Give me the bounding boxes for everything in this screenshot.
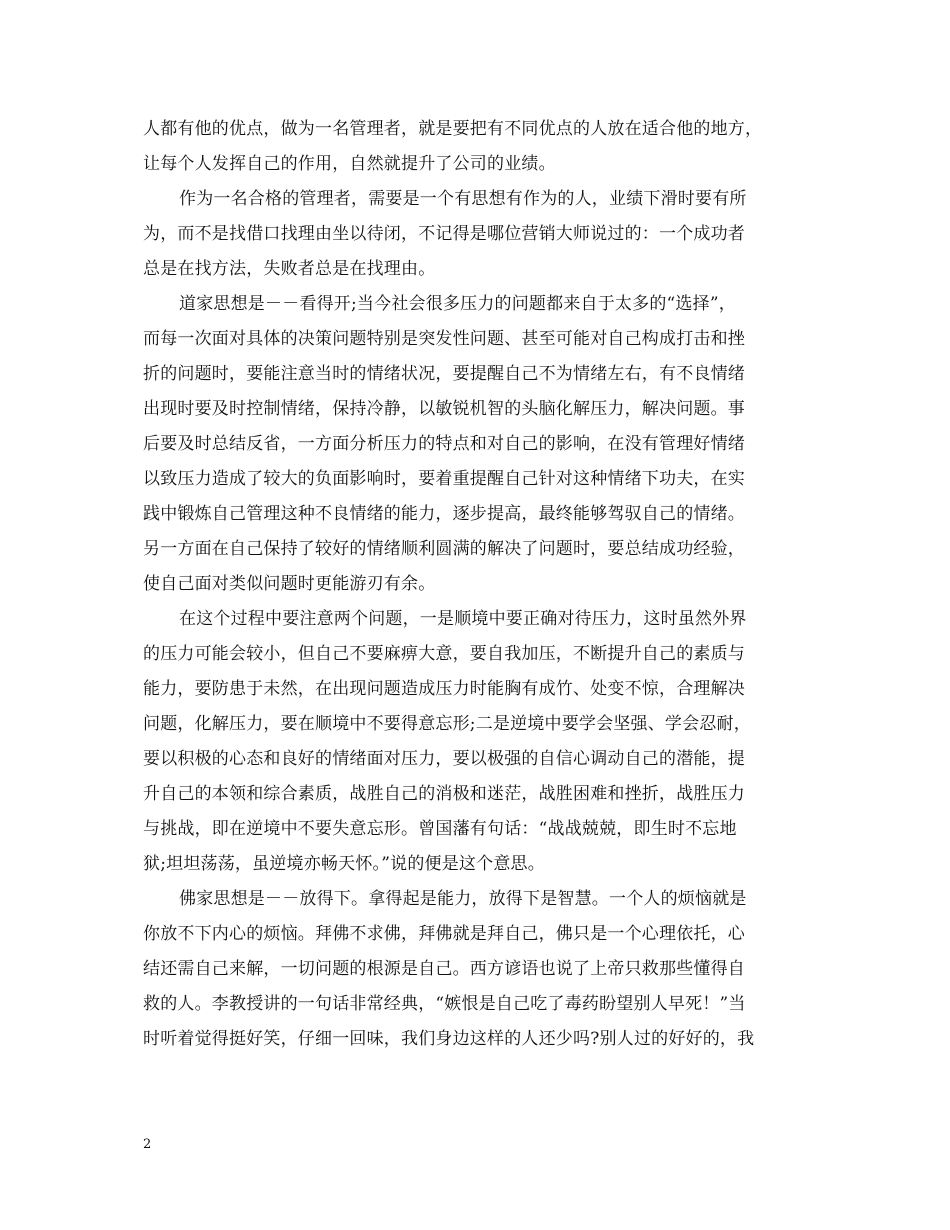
text-line: 总是在找方法，失败者总是在找理由。 bbox=[143, 259, 436, 279]
text-line: 作为一名合格的管理者，需要是一个有思想有作为的人，业绩下滑时要有所 bbox=[179, 189, 747, 209]
text-line: 结还需自己来解，一切问题的根源是自己。西方谚语也说了上帝只救那些懂得自 bbox=[143, 959, 745, 979]
body-text bbox=[143, 112, 823, 1057]
text-line: 要以积极的心态和良好的情绪面对压力，要以极强的自信心调动自己的潜能，提 bbox=[143, 749, 745, 769]
text-line: 人都有他的优点，做为一名管理者，就是要把有不同优点的人放在适合他的地方， bbox=[143, 119, 763, 139]
text-line: 与挑战，即在逆境中不要失意忘形。曾国藩有句话：“战战兢兢，即生时不忘地 bbox=[143, 819, 737, 839]
text-line: 狱;坦坦荡荡，虽逆境亦畅天怀。”说的便是这个意思。 bbox=[143, 854, 545, 874]
text-line: 后要及时总结反省，一方面分析压力的特点和对自己的影响，在没有管理好情绪 bbox=[143, 434, 745, 454]
text-line: 救的人。李教授讲的一句话非常经典，“嫉恨是自己吃了毒药盼望别人早死！”当 bbox=[143, 994, 746, 1014]
text-line: 践中锻炼自己管理这种不良情绪的能力，逐步提高，最终能够驾驭自己的情绪。 bbox=[143, 504, 745, 524]
text-line: 的压力可能会较小，但自己不要麻痹大意，要自我加压，不断提升自己的素质与 bbox=[143, 644, 745, 664]
text-line: 折的问题时，要能注意当时的情绪状况，要提醒自己不为情绪左右，有不良情绪 bbox=[143, 364, 745, 384]
text-line: 使自己面对类似问题时更能游刃有余。 bbox=[143, 574, 436, 594]
text-line: 时听着觉得挺好笑，仔细一回味，我们身边这样的人还少吗?别人过的好好的，我 bbox=[143, 1029, 755, 1049]
text-line: 在这个过程中要注意两个问题，一是顺境中要正确对待压力，这时虽然外界 bbox=[179, 609, 747, 629]
text-line: 问题，化解压力，要在顺境中不要得意忘形;二是逆境中要学会坚强、学会忍耐， bbox=[143, 714, 751, 734]
page-number: 2 bbox=[143, 1137, 152, 1152]
text-line: 能力，要防患于未然，在出现问题造成压力时能胸有成竹、处变不惊，合理解决 bbox=[143, 679, 745, 699]
text-line: 佛家思想是－－放得下。拿得起是能力，放得下是智慧。一个人的烦恼就是 bbox=[179, 889, 747, 909]
text-line: 另一方面在自己保持了较好的情绪顺利圆满的解决了问题时，要总结成功经验， bbox=[143, 539, 745, 559]
text-line: 以致压力造成了较大的负面影响时，要着重提醒自己针对这种情绪下功夫，在实 bbox=[143, 469, 745, 489]
text-line: 而每一次面对具体的决策问题特别是突发性问题、甚至可能对自己构成打击和挫 bbox=[143, 329, 745, 349]
text-line: 道家思想是－－看得开;当今社会很多压力的问题都来自于太多的“选择”， bbox=[179, 294, 736, 314]
text-line: 让每个人发挥自己的作用，自然就提升了公司的业绩。 bbox=[143, 154, 556, 174]
text-line: 升自己的本领和综合素质，战胜自己的消极和迷茫，战胜困难和挫折，战胜压力 bbox=[143, 784, 745, 804]
text-line: 为，而不是找借口找理由坐以待闭，不记得是哪位营销大师说过的：一个成功者 bbox=[143, 224, 745, 244]
text-line: 你放不下内心的烦恼。拜佛不求佛，拜佛就是拜自己，佛只是一个心理依托，心 bbox=[143, 924, 745, 944]
text-line: 出现时要及时控制情绪，保持冷静，以敏锐机智的头脑化解压力，解决问题。事 bbox=[143, 399, 745, 419]
